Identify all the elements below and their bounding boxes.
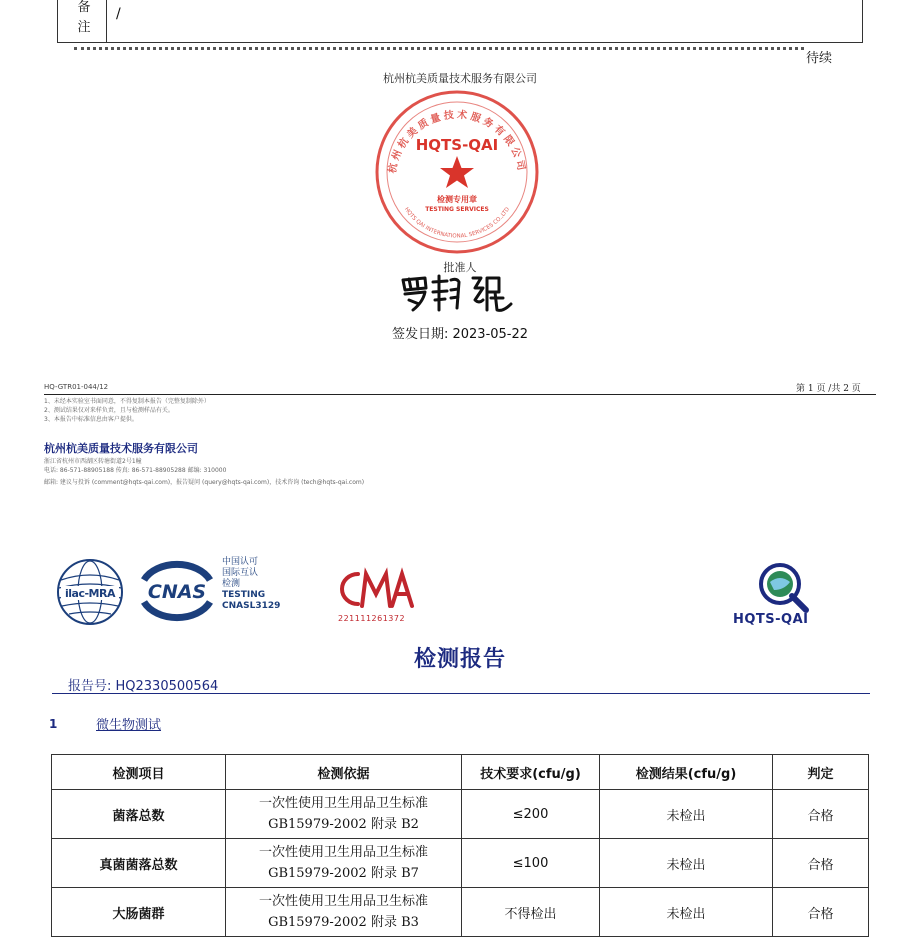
- cnas-line: TESTING: [222, 590, 266, 600]
- requirement: ≤100: [462, 839, 600, 888]
- dotted-divider: [74, 47, 804, 50]
- footer-note: 2、测试结果仅对来样负责，且与检测样品有关。: [44, 407, 174, 414]
- cma-number: 221111261372: [338, 614, 406, 623]
- report-header-rule: [52, 693, 870, 694]
- remarks-row: [57, 0, 863, 43]
- footer-company-name: 杭州杭美质量技术服务有限公司: [44, 442, 198, 455]
- verdict: 合格: [773, 839, 869, 888]
- requirement: 不得检出: [462, 888, 600, 937]
- svg-text:TESTING SERVICES: TESTING SERVICES: [425, 206, 489, 213]
- document-code: HQ-GTR01-044/12: [44, 383, 109, 391]
- footer-email: 邮箱: 建议与投诉 (comment@hqts-qai.com)，报告疑问 (query@hqts-qai.com)，技术咨询 (tech@hqts-qai.com): [44, 479, 365, 486]
- section-number: 1: [49, 717, 58, 731]
- method-standard: 一次性使用卫生用品卫生标准: [258, 796, 428, 811]
- footer-address: 浙江省杭州市西湖区转塘街道2号1幢: [44, 458, 142, 465]
- column-header: 检测依据: [226, 755, 462, 790]
- issue-date: 签发日期: 2023-05-22: [391, 327, 529, 342]
- company-name: 杭州杭美质量技术服务有限公司: [383, 72, 537, 85]
- table-row: [52, 839, 869, 888]
- footer-note: 3、本报告中标准信息由客户提供。: [44, 416, 138, 423]
- verdict: 合格: [773, 790, 869, 839]
- svg-text:杭州杭美质量技术服务有限公司: 杭州杭美质量技术服务有限公司: [387, 109, 527, 175]
- test-item: 菌落总数: [52, 790, 226, 839]
- test-method: [226, 839, 462, 888]
- continuation-label: 待续: [806, 51, 833, 66]
- test-result: 未检出: [600, 888, 773, 937]
- cnas-line: 检测: [222, 579, 241, 589]
- report-number: 报告号: HQ2330500564: [68, 679, 219, 694]
- hqts-qai-logo: [754, 560, 814, 614]
- cnas-line: CNASL3129: [222, 601, 281, 611]
- svg-text:检测专用章: 检测专用章: [437, 195, 477, 204]
- cnas-accreditation-text: [222, 557, 280, 612]
- footer-phone: 电话: 86-571-88905188 传真: 86-571-88905288 邮编: 310000: [44, 467, 227, 474]
- column-header: 检测结果(cfu/g): [600, 755, 773, 790]
- svg-text:CNAS: CNAS: [147, 581, 207, 603]
- footer-rule: [44, 394, 876, 395]
- table-header-row: [52, 755, 869, 790]
- test-item: 真菌菌落总数: [52, 839, 226, 888]
- test-result: 未检出: [600, 839, 773, 888]
- cnas-line: 中国认可: [222, 557, 259, 567]
- method-clause: GB15979-2002 附录 B2: [268, 817, 419, 832]
- footer-note: 1、未经本实验室书面同意，不得复制本报告（完整复制除外）: [44, 398, 210, 405]
- remarks-value: /: [116, 6, 121, 22]
- approver-signature: [395, 270, 520, 316]
- page-indicator: 第 1 页 /共 2 页: [796, 384, 861, 394]
- svg-text:HQTS QAI INTERNATIONAL SERVICE: HQTS QAI INTERNATIONAL SERVICES CO.,LTD: [402, 206, 512, 240]
- requirement: ≤200: [462, 790, 600, 839]
- test-method: [226, 790, 462, 839]
- svg-text:ilac-MRA: ilac-MRA: [65, 587, 115, 600]
- hqts-qai-wordmark: HQTS-QAI: [733, 612, 809, 627]
- method-clause: GB15979-2002 附录 B3: [268, 915, 419, 930]
- method-standard: 一次性使用卫生用品卫生标准: [258, 845, 428, 860]
- section-title: 微生物测试: [96, 718, 162, 733]
- approver-label: 批准人: [443, 261, 477, 274]
- remarks-label: [76, 0, 92, 38]
- test-method: [226, 888, 462, 937]
- test-result: 未检出: [600, 790, 773, 839]
- table-row: [52, 790, 869, 839]
- remarks-label-cell: [58, 0, 107, 42]
- table-row: [52, 888, 869, 937]
- remarks-label-char-2: 注: [77, 20, 91, 35]
- official-stamp: [373, 88, 541, 256]
- report-title: 检测报告: [413, 647, 506, 672]
- method-clause: GB15979-2002 附录 B7: [268, 866, 419, 881]
- cnas-line: 国际互认: [222, 568, 259, 578]
- test-results-table: [51, 754, 869, 937]
- cma-logo: [336, 566, 416, 612]
- svg-text:HQTS-QAI: HQTS-QAI: [415, 136, 499, 154]
- column-header: 技术要求(cfu/g): [462, 755, 600, 790]
- ilac-mra-logo: [55, 556, 125, 628]
- column-header: 检测项目: [52, 755, 226, 790]
- verdict: 合格: [773, 888, 869, 937]
- cnas-logo: [136, 558, 218, 624]
- remarks-label-char-1: 备: [77, 0, 91, 15]
- test-item: 大肠菌群: [52, 888, 226, 937]
- column-header: 判定: [773, 755, 869, 790]
- method-standard: 一次性使用卫生用品卫生标准: [258, 894, 428, 909]
